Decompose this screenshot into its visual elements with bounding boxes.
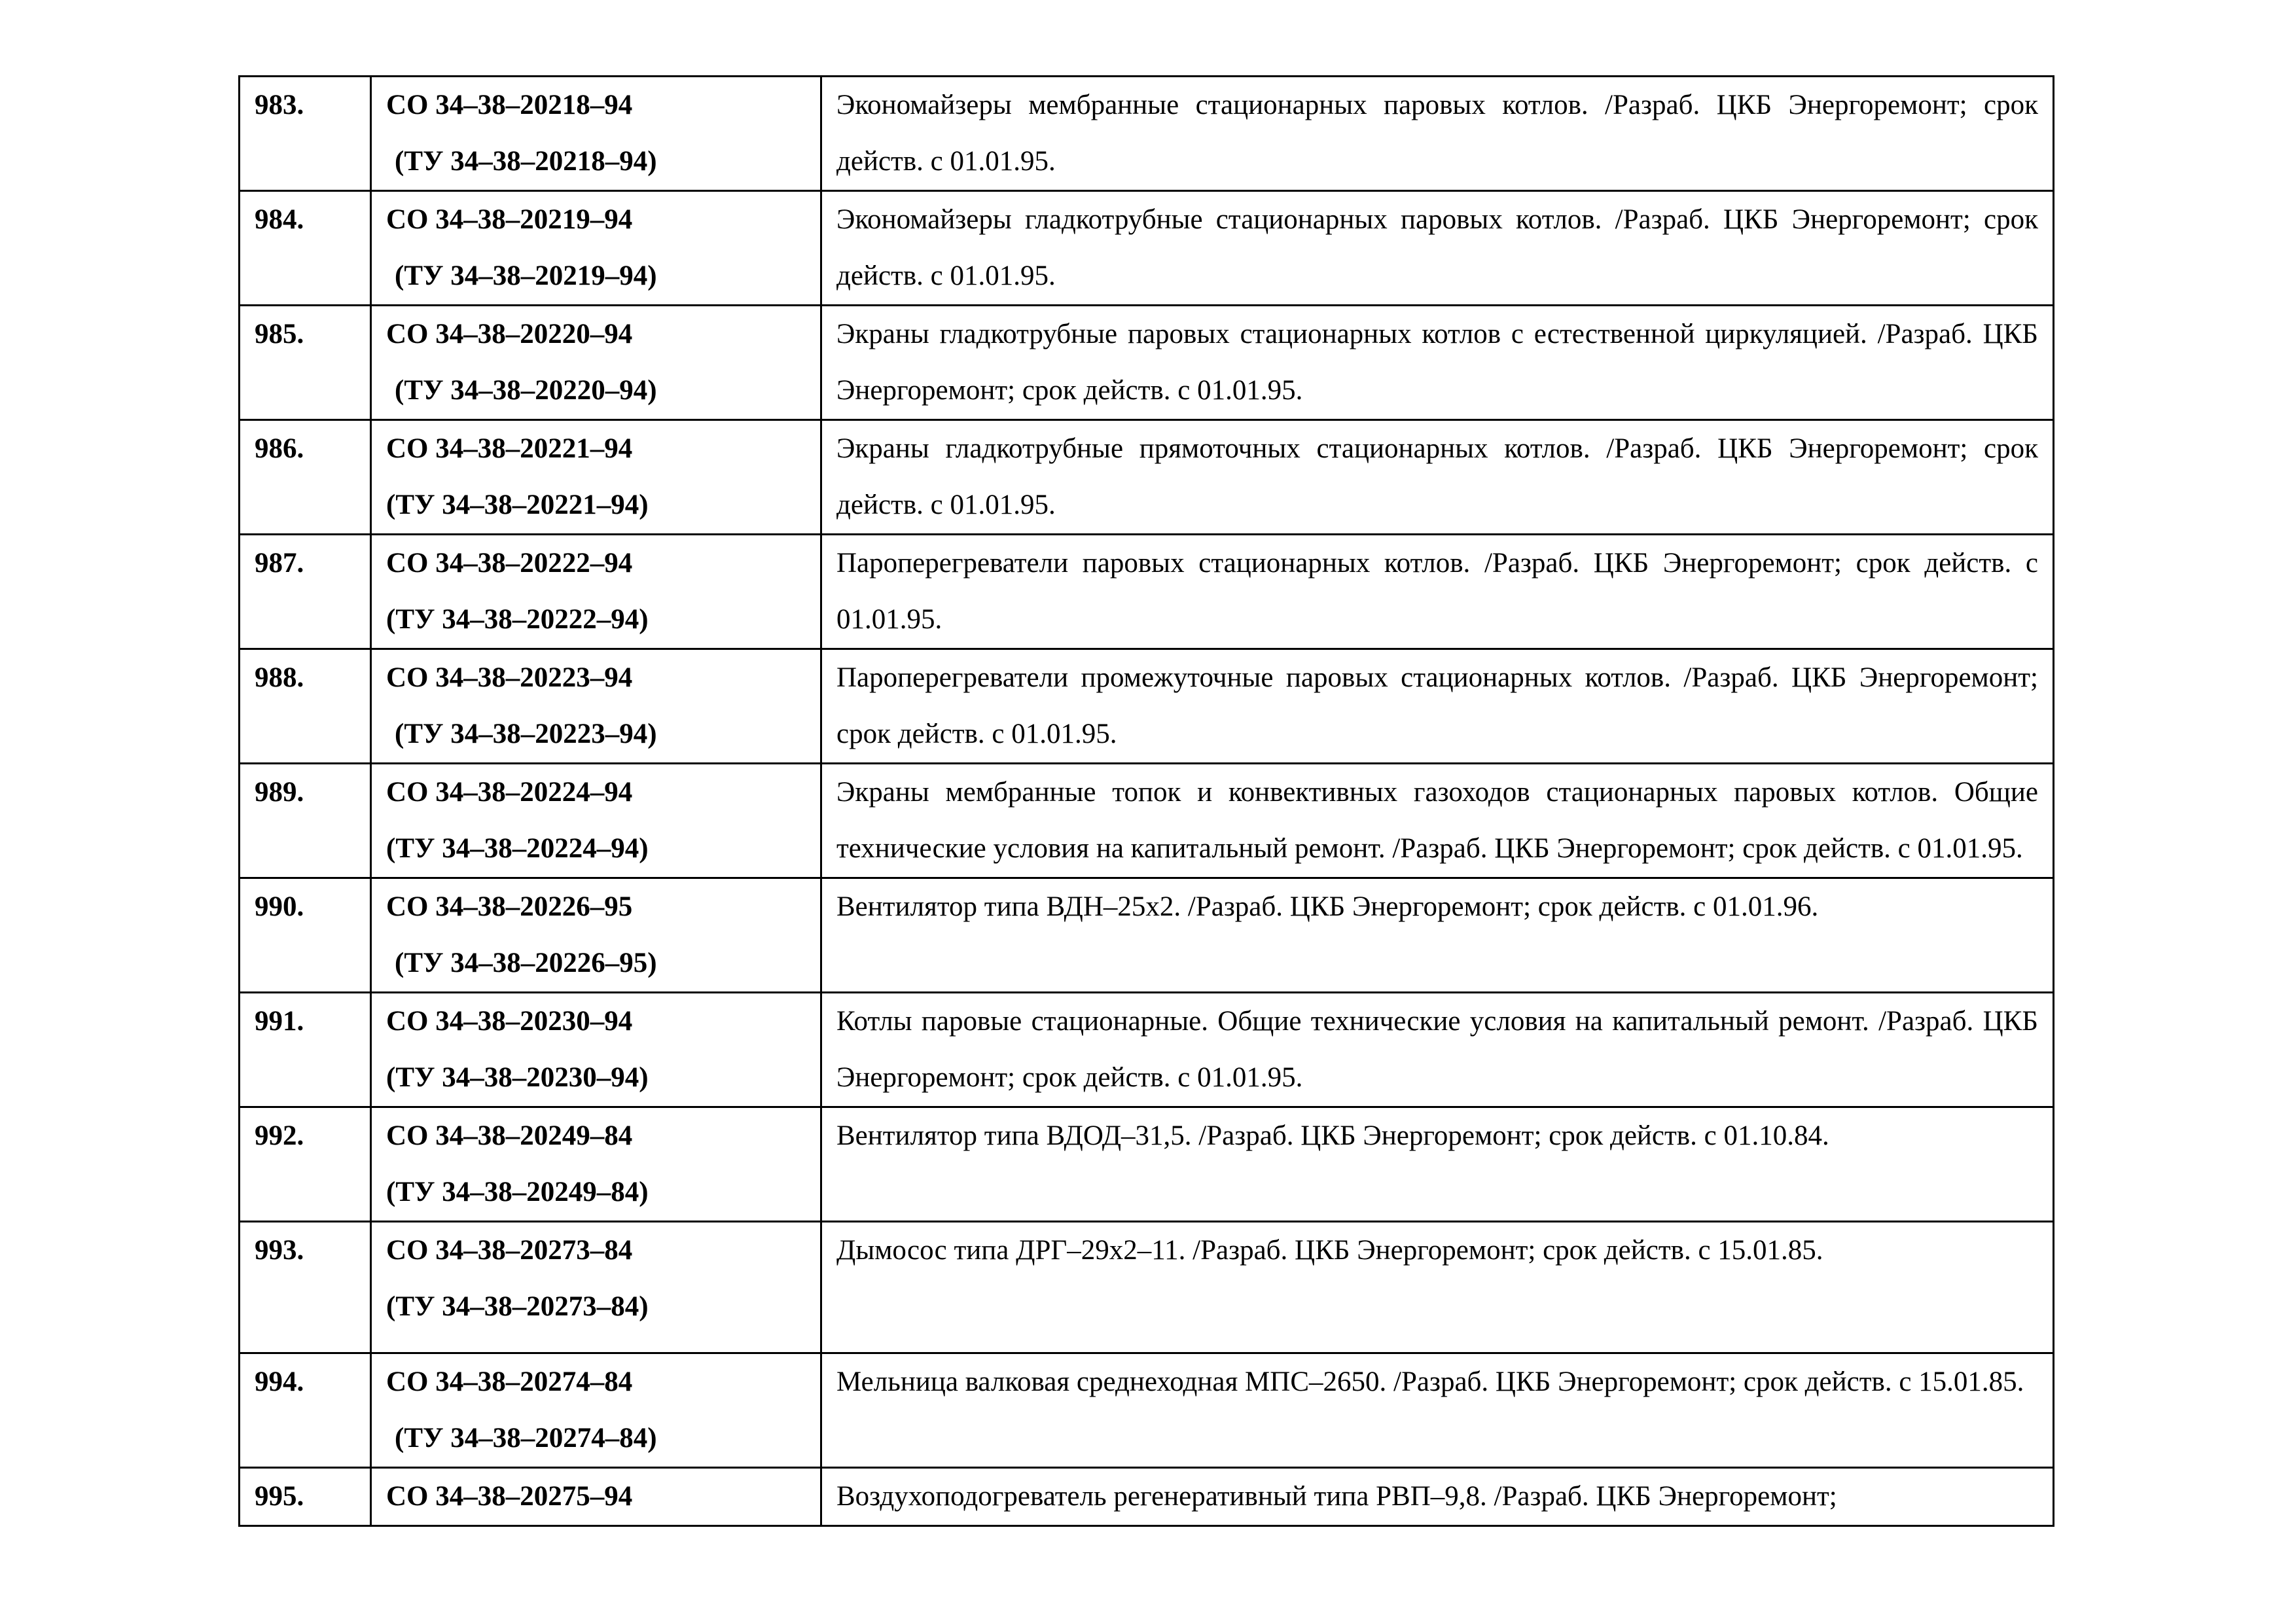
standard-code bbox=[371, 1222, 821, 1353]
tu-code: (ТУ 34–38–20222–94) bbox=[386, 604, 649, 635]
entry-number: 985. bbox=[240, 306, 371, 420]
entry-number: 986. bbox=[240, 420, 371, 535]
so-code: СО 34–38–20274–84 bbox=[386, 1366, 633, 1397]
standard-code bbox=[371, 77, 821, 191]
tu-code: (ТУ 34–38–20273–84) bbox=[386, 1291, 649, 1322]
so-code: СО 34–38–20249–84 bbox=[386, 1120, 633, 1151]
entry-number: 991. bbox=[240, 993, 371, 1107]
entry-description: Экраны гладкотрубные прямоточных стационарных котлов. /Разраб. ЦКБ Энергоремонт; срок действ. с 01.01.95. bbox=[821, 420, 2054, 535]
so-code: СО 34–38–20222–94 bbox=[386, 548, 633, 579]
so-code: СО 34–38–20221–94 bbox=[386, 433, 633, 464]
so-code: СО 34–38–20273–84 bbox=[386, 1235, 633, 1266]
tu-code: (ТУ 34–38–20230–94) bbox=[386, 1062, 649, 1093]
entry-number: 983. bbox=[240, 77, 371, 191]
entry-description: Экономайзеры мембранные стационарных паровых котлов. /Разраб. ЦКБ Энергоремонт; срок действ. с 01.01.95. bbox=[821, 77, 2054, 191]
standard-code bbox=[371, 878, 821, 993]
so-code: СО 34–38–20226–95 bbox=[386, 891, 633, 922]
entry-number: 994. bbox=[240, 1353, 371, 1468]
entry-description: Мельница валковая среднеходная МПС–2650. /Разраб. ЦКБ Энергоремонт; срок действ. с 15.01.85. bbox=[821, 1353, 2054, 1468]
tu-code: (ТУ 34–38–20220–94) bbox=[395, 375, 657, 406]
entry-description: Вентилятор типа ВДОД–31,5. /Разраб. ЦКБ Энергоремонт; срок действ. с 01.10.84. bbox=[821, 1107, 2054, 1222]
tu-code: (ТУ 34–38–20274–84) bbox=[395, 1423, 657, 1454]
entry-number: 989. bbox=[240, 764, 371, 878]
table-row bbox=[240, 764, 2054, 878]
so-code: СО 34–38–20275–94 bbox=[386, 1481, 633, 1512]
so-code: СО 34–38–20224–94 bbox=[386, 777, 633, 808]
table-row bbox=[240, 420, 2054, 535]
table-row bbox=[240, 1468, 2054, 1526]
entry-description: Экономайзеры гладкотрубные стационарных паровых котлов. /Разраб. ЦКБ Энергоремонт; срок действ. с 01.01.95. bbox=[821, 191, 2054, 306]
standard-code bbox=[371, 191, 821, 306]
entry-description: Воздухоподогреватель регенеративный типа РВП–9,8. /Разраб. ЦКБ Энергоремонт; bbox=[821, 1468, 2054, 1526]
tu-code: (ТУ 34–38–20226–95) bbox=[395, 948, 657, 978]
table-row bbox=[240, 1353, 2054, 1468]
tu-code: (ТУ 34–38–20218–94) bbox=[395, 146, 657, 177]
table-row bbox=[240, 306, 2054, 420]
so-code: СО 34–38–20218–94 bbox=[386, 90, 633, 120]
entry-number: 993. bbox=[240, 1222, 371, 1353]
entry-description: Экраны мембранные топок и конвективных газоходов стационарных паровых котлов. Общие технические условия на капитальный ремонт. /Разраб. ЦКБ Энергоремонт; срок действ. с 01.01.95. bbox=[821, 764, 2054, 878]
table-row bbox=[240, 993, 2054, 1107]
entry-description: Вентилятор типа ВДН–25х2. /Разраб. ЦКБ Энергоремонт; срок действ. с 01.01.96. bbox=[821, 878, 2054, 993]
standard-code bbox=[371, 420, 821, 535]
tu-code: (ТУ 34–38–20223–94) bbox=[395, 719, 657, 749]
entry-description: Пароперегреватели паровых стационарных котлов. /Разраб. ЦКБ Энергоремонт; срок действ. с 01.01.95. bbox=[821, 535, 2054, 649]
standards-table bbox=[238, 75, 2054, 1527]
standard-code bbox=[371, 764, 821, 878]
entry-description: Пароперегреватели промежуточные паровых стационарных котлов. /Разраб. ЦКБ Энергоремонт; срок действ. с 01.01.95. bbox=[821, 649, 2054, 764]
entry-number: 990. bbox=[240, 878, 371, 993]
standard-code bbox=[371, 1107, 821, 1222]
tu-code: (ТУ 34–38–20249–84) bbox=[386, 1177, 649, 1207]
entry-number: 987. bbox=[240, 535, 371, 649]
tu-code: (ТУ 34–38–20221–94) bbox=[386, 490, 649, 520]
standard-code bbox=[371, 1353, 821, 1468]
entry-description: Экраны гладкотрубные паровых стационарных котлов с естественной циркуляцией. /Разраб. ЦКБ Энергоремонт; срок действ. с 01.01.95. bbox=[821, 306, 2054, 420]
table-row bbox=[240, 649, 2054, 764]
so-code: СО 34–38–20219–94 bbox=[386, 204, 633, 235]
standard-code bbox=[371, 993, 821, 1107]
tu-code: (ТУ 34–38–20219–94) bbox=[395, 260, 657, 291]
table-row bbox=[240, 535, 2054, 649]
standard-code bbox=[371, 649, 821, 764]
entry-number: 988. bbox=[240, 649, 371, 764]
table-row bbox=[240, 1107, 2054, 1222]
so-code: СО 34–38–20230–94 bbox=[386, 1006, 633, 1037]
table-row bbox=[240, 191, 2054, 306]
entry-description: Дымосос типа ДРГ–29х2–11. /Разраб. ЦКБ Энергоремонт; срок действ. с 15.01.85. bbox=[821, 1222, 2054, 1353]
table-row bbox=[240, 878, 2054, 993]
entry-description: Котлы паровые стационарные. Общие технические условия на капитальный ремонт. /Разраб. ЦКБ Энергоремонт; срок действ. с 01.01.95. bbox=[821, 993, 2054, 1107]
standard-code bbox=[371, 535, 821, 649]
so-code: СО 34–38–20223–94 bbox=[386, 662, 633, 693]
table-row bbox=[240, 77, 2054, 191]
entry-number: 992. bbox=[240, 1107, 371, 1222]
tu-code: (ТУ 34–38–20224–94) bbox=[386, 833, 649, 864]
table-row bbox=[240, 1222, 2054, 1353]
entry-number: 984. bbox=[240, 191, 371, 306]
so-code: СО 34–38–20220–94 bbox=[386, 319, 633, 349]
standard-code bbox=[371, 306, 821, 420]
entry-number: 995. bbox=[240, 1468, 371, 1526]
standard-code bbox=[371, 1468, 821, 1526]
